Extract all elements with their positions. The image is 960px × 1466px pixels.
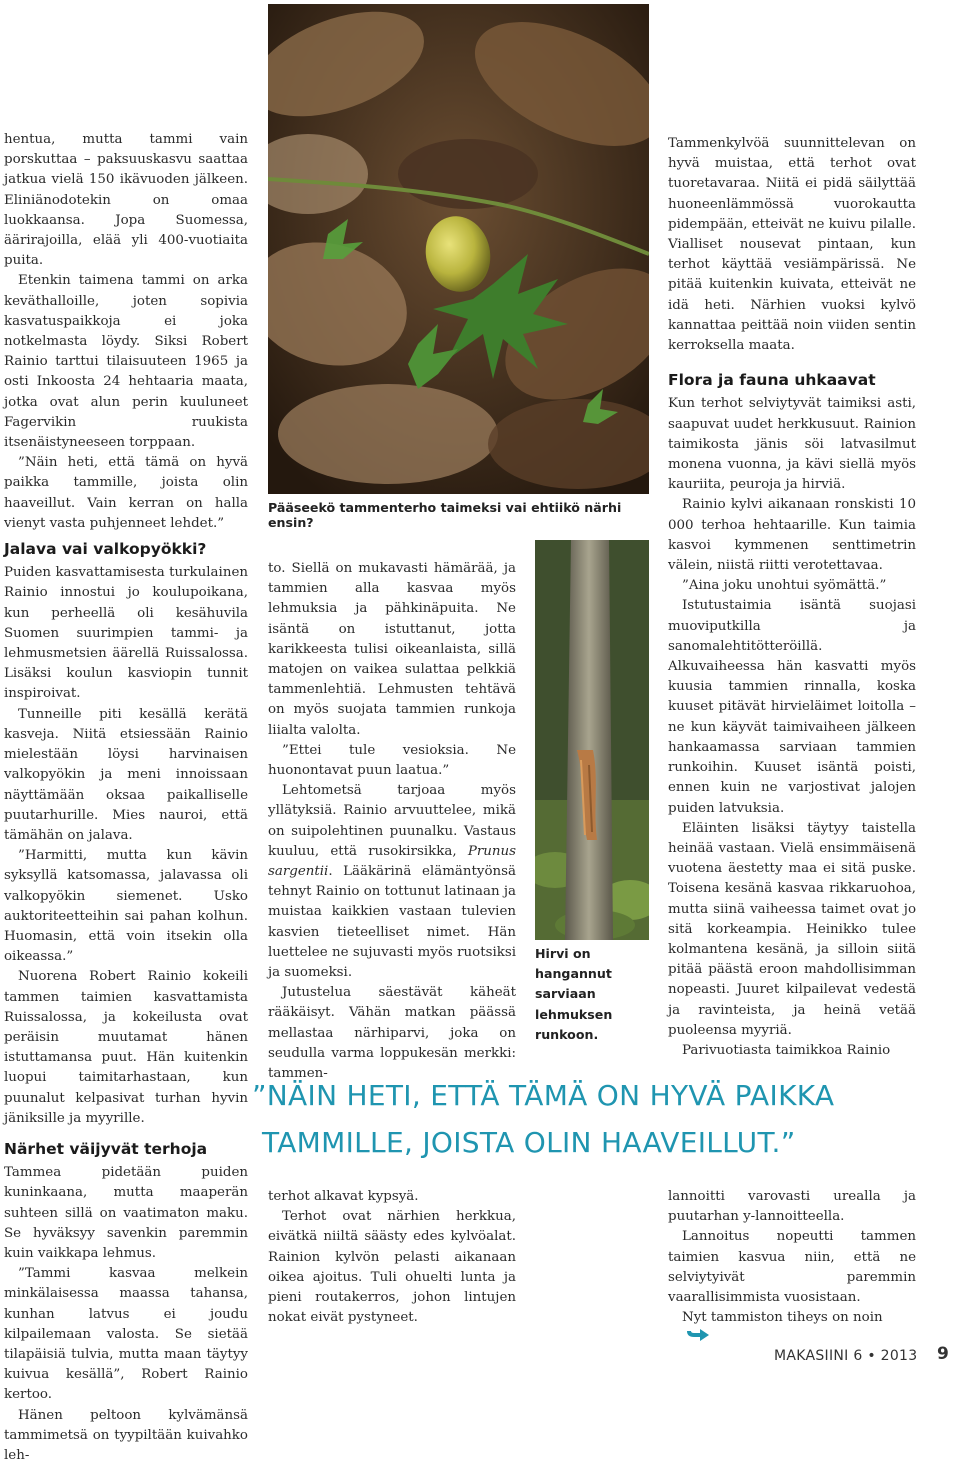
subheading-narhet: Närhet väijyvät terhoja: [4, 1139, 208, 1158]
text-run: Lehtometsä tarjoaa myös yllätyksiä. Rainio arvuuttelee, mikä on suipolehtinen puunalku. Vastaus kuuluu, että rusokirsikka,: [268, 783, 516, 859]
paragraph: Parivuotiasta taimikkoa Rainio: [682, 1042, 891, 1058]
caption-line: Hirvi on: [535, 946, 591, 961]
paragraph: Tammenkylvöä suunnittelevan on hyvä muistaa, että terhot ovat tuoretavaraa. Niitä ei pidä säilyttää huoneenlämmössä vuorokautta pidempään, etteivät ne kuivu pilalle. Vialliset nousevat pintaan, kun terhot käyttää vesiämpärissä. Ne pitää kuitenkin kuivata, etteivät ne idä heti. Närhien vuoksi kylvö kannattaa peittää noin viiden sentin kerroksella maata.: [668, 136, 916, 354]
subheading-jalava: Jalava vai valkopyökki?: [4, 540, 207, 559]
paragraph: hentua, mutta tammi vain porskuttaa – paksuuskasvu saattaa jatkua vielä 150 ikävuoden jälkeen. Eliniänodotekin on omaa luokkaansa. Jopa Suomessa, äärirajoilla, elää yli 400-vuotiaita puita.: [4, 132, 248, 269]
caption-line: sarviaan: [535, 986, 596, 1002]
paragraph: Rainio kylvi aikanaan ronskisti 10 000 terhoa hehtaarille. Kun taimia kasvoi kymmenen senttimetrin välein, niistä riitti verotettavaa.: [668, 497, 916, 574]
photo-caption: Pääseekö tammenterho taimeksi vai ehtiikö närhi ensin?: [268, 500, 622, 530]
paragraph: Etenkin taimena tammi on arka keväthalloille, joten sopivia kasvatuspaikkoja ei joka notkelmasta löydy. Siksi Robert Rainio tarttui tilaisuuteen 1965 ja osti Inkoosta 24 hehtaaria maata, jotka ovat alun perin kuuluneet Fagervikin ruukista itsenäistyneeseen torppaan.: [4, 273, 248, 451]
caption-line: runkoon.: [535, 1026, 599, 1042]
tree-trunk-illustration: [535, 540, 649, 940]
acorn-photo-illustration: [268, 4, 649, 494]
paragraph: to. Siellä on mukavasti hämärää, ja tammien alla kasvaa myös lehmuksia ja pähkinäpuita. Ne isäntä on istuttanut, jotta karikkeesta tulisi oikeanlaista, sillä matojen on vaikea sulattaa pelkkiä tammenlehtiä. Lehmusten tehtävä on myös suojata tammien runkoja liialta valolta.: [268, 561, 516, 738]
quote-paragraph: ”Näin heti, että tämä on hyvä paikka tammille, joista olin haaveillut. Vain kerran on halla vienyt vasta puhjenneet lehdet.”: [4, 455, 248, 531]
column-3-bottom: [668, 1187, 916, 1350]
paragraph: Tammea pidetään puiden kuninkaana, mutta maaperän suhteen sillä on vaatimaton maku. Se hyväksyy savenkin paremmin kuin vaikkapa lehmus.: [4, 1165, 248, 1261]
paragraph: Tunneille piti kesällä kerätä kasveja. Niitä etsiessään Rainio mielestään löysi harvinaisen valkopyökin ja meni innoissaan näyttämään oksaa paikalliselle puutarhurille. Mies nauroi, että tämähän on jalava.: [4, 706, 248, 843]
quote-paragraph: ”Tammi kasvaa melkein minkälaisessa maassa tahansa, kunhan latvus ei joudu kilpailemaan valosta. Se sietää tilapäisiä tulvia, mutta maan täytyy kuivua kesällä”, Robert Rainio kertoo.: [4, 1266, 248, 1403]
caption-line: hangannut: [535, 966, 612, 982]
paragraph: Terhot ovat närhien herkkua, eivätkä niiltä säästy edes kylvöalat. Rainion kylvön pelasti aikanaan oikea ajoitus. Tuli ohuelti lunta ja pieni routakerros, johon lintujen nokat eivät pystyneet.: [268, 1209, 516, 1326]
tree-trunk-photo: [535, 540, 649, 940]
column-3: [668, 134, 916, 1061]
paragraph: [668, 1308, 916, 1350]
text-run: Nyt tammiston tiheys on noin: [682, 1310, 883, 1326]
paragraph: Jutustelua säestävät käheät rääkäisyt. Vähän matkan päässä mellastaa närhiparvi, joka on seudulla varma loppukesän merkki: tammen-: [268, 985, 516, 1082]
side-caption: [535, 944, 649, 1045]
column-1: [4, 130, 248, 1466]
caption-line: lehmuksen: [535, 1006, 613, 1022]
quote-paragraph: ”Harmitti, mutta kun kävin syksyllä katsomassa, jalavassa oli valkopyökin siemenet. Usko auktoriteetteihin sai pahan kolhun. Huomasin, että voin itsekin olla oikeassa.”: [4, 848, 248, 965]
pull-quote-line-1: ”NÄIN HETI, ETTÄ TÄMÄ ON HYVÄ PAIKKA: [252, 1079, 835, 1112]
quote-paragraph: ”Aina joku unohtui syömättä.”: [682, 578, 887, 594]
paragraph: terhot alkavat kypsyä.: [268, 1189, 419, 1204]
paragraph: Hänen peltoon kylvämänsä tammimetsä on tyypiltään kuivahko leh-: [4, 1407, 248, 1463]
column-2-bottom: [268, 1187, 516, 1328]
magazine-footer: MAKASIINI 6 • 2013: [774, 1348, 918, 1364]
latin-name: Prunus sargentii: [268, 843, 516, 880]
acorn-photo: [268, 4, 649, 494]
paragraph: Lannoitus nopeutti tammen taimien kasvua niin, että ne selviytyivät paremmin vaarallisimmista vuosistaan.: [668, 1229, 916, 1306]
text-run: . Lääkärinä elämäntyönsä tehnyt Rainio on tottunut latinaan ja muistaa kaikkien vastaan tulevien kasvien tieteelliset nimet. Hän luettelee ne sujuvasti myös ruotsiksi ja suomeksi.: [268, 864, 516, 981]
paragraph: Eläinten lisäksi täytyy taistella heinää vastaan. Vielä ensimmäisenä vuotena äestetty maa ei sitä puske. Toisena kesänä kasvaa rikkaruohoa, mutta siinä vaiheessa taimet ovat jo sitä korkeampia. Heinikko tulee kolmantena kesänä, ja silloin siitä pitää päästä eroon mahdollisimman nopeasti. Juuret kilpailevat vedestä ja ravinteista, ja heinä vetää puoleensa myyriä.: [668, 820, 916, 1038]
paragraph: Nuorena Robert Rainio kokeili tammen taimien kasvattamista Ruissalossa, ja kokeilusta ovat peräisin muutamat hänen istuttamansa puut. Hän kuitenkin luopui taimitarhastaan, kun puunalut kelpasivat turhan hyvin jäniksille ja myyrille.: [4, 969, 248, 1126]
subheading-flora: Flora ja fauna uhkaavat: [668, 371, 876, 390]
paragraph: Kun terhot selviytyvät taimiksi asti, saapuvat uudet herkkusuut. Rainion taimikosta jänis söi latvasilmut monena vuonna, ja kävi siellä myös kauriita, peuroja ja hirviä.: [668, 396, 916, 493]
paragraph: Istutustaimia isäntä suojasi muoviputkilla ja sanomalehtitötteröillä. Alkuvaiheessa hän kasvatti myös kuusia tammien rinnalla, koska kuuset pitävät hirvieläimet loitolla – ne kun käyvät taimivaiheen jälkeen hankaamassa sarviaan tammien runkoihin. Kuuset isäntä poisti, ennen kuin ne varjostivat jalojen puiden latvuksia.: [668, 598, 916, 816]
paragraph: lannoitti varovasti urealla ja puutarhan y-lannoitteella.: [668, 1189, 916, 1225]
quote-paragraph: ”Ettei tule vesioksia. Ne huonontavat puun laatua.”: [268, 742, 516, 779]
arrow-right-icon: [672, 1328, 710, 1349]
pull-quote-line-2: TAMMILLE, JOISTA OLIN HAAVEILLUT.”: [262, 1126, 796, 1159]
paragraph: Puiden kasvattamisesta turkulainen Rainio innostui jo koulupoikana, kun perheellä oli kesähuvila Suomen suurimpien tammi- ja lehmusmetsien äärellä Ruissalossa. Lisäksi koulun kasviopin tunnit inspiroivat.: [4, 565, 248, 702]
paragraph: [268, 781, 516, 983]
page-number: 9: [937, 1344, 949, 1364]
column-2: [268, 559, 516, 1084]
